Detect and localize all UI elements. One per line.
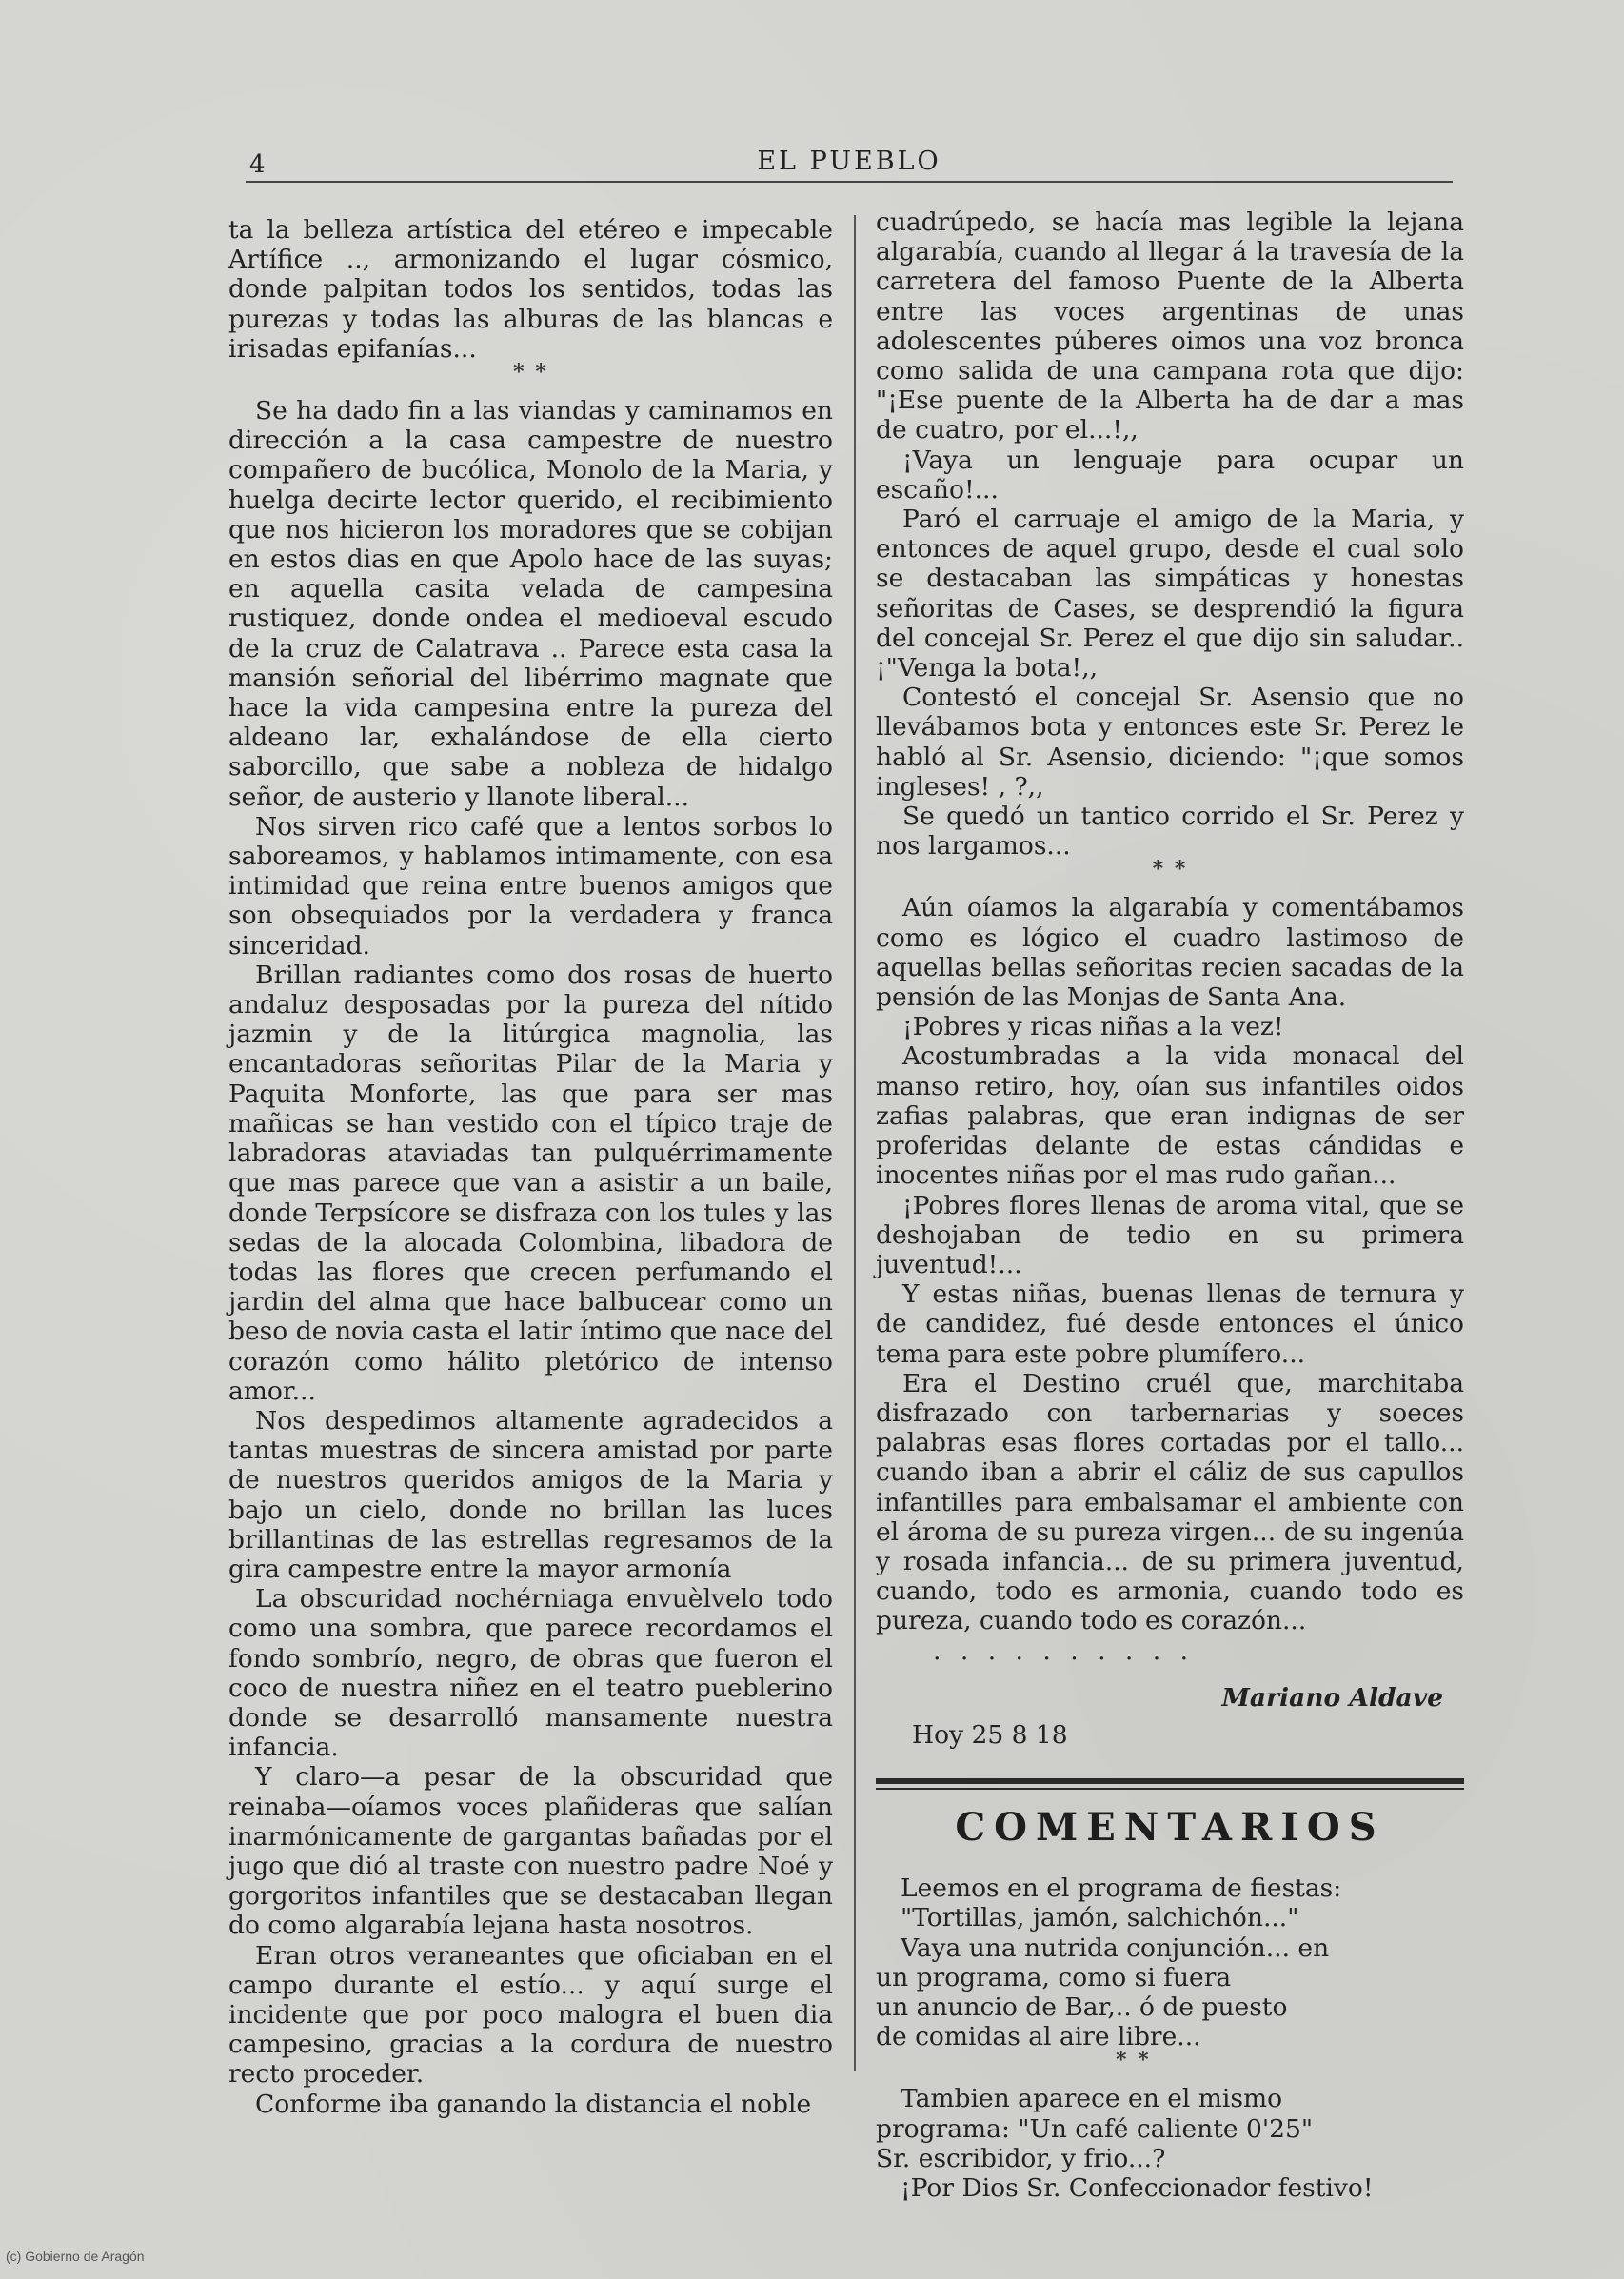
paragraph: ¡Vaya un lenguaje para ocupar un escaño!... [876, 445, 1464, 505]
asterism-divider: * * [513, 360, 548, 386]
paragraph: Conforme iba ganando la distancia el noble [255, 2089, 812, 2119]
dateline: Hoy 25 8 18 [912, 1719, 1068, 1750]
asterism-divider: * * [1152, 857, 1188, 882]
copyright-credit: (c) Gobierno de Aragón [6, 2249, 145, 2264]
comment-line: un anuncio de Bar,.. ó de puesto [876, 1992, 1288, 2022]
column-divider [854, 215, 856, 2071]
asterism-divider: * * [1116, 2048, 1151, 2073]
ellipsis-line: . . . . . . . . . . [933, 1635, 1195, 1666]
comment-line: programa: "Un café caliente 0'25" [876, 2113, 1314, 2144]
paragraph: Nos despedimos altamente agradecidos a tantas muestras de sincera amistad por parte de nuestros queridos amigos de la Maria y bajo un cielo, donde no brillan las luces brillantinas de las estrellas regresamos de la gira campestre entre la mayor armonía [228, 1405, 833, 1584]
paragraph: ¡Pobres flores llenas de aroma vital, que se deshojaban de tedio en su primera juventud!... [876, 1190, 1464, 1279]
section-title: COMENTARIOS [955, 1805, 1385, 1851]
paragraph: Nos sirven rico café que a lentos sorbos lo saboreamos, y hablamos intimamente, con esa intimidad que reina entre buenos amigos que son obsequiados por la verdadera y franca sinceridad. [228, 811, 833, 961]
paragraph: Aún oíamos la algarabía y comentábamos como es lógico el cuadro lastimoso de aquellas bellas señoritas recien sacadas de la pensión de las Monjas de Santa Ana. [876, 893, 1464, 1013]
paragraph: ta la belleza artística del etéreo e impecable Artífice .., armonizando el lugar cósmico, donde palpitan todos los sentidos, todas las purezas y todas las alburas de las blancas e irisadas epifanías... [228, 215, 833, 364]
page-header [246, 143, 1453, 183]
comment-line: de comidas al aire libre... [876, 2022, 1201, 2052]
paragraph: Se quedó un tantico corrido el Sr. Perez y nos largamos... [876, 802, 1464, 862]
paragraph: Y claro—a pesar de la obscuridad que reinaba—oíamos voces plañideras que salían inarmónicamente de gargantas bañadas por el jugo que dió al traste con nuestro padre Noé y gorgoritos infantiles que se destacaban llegan do como algarabía lejana hasta nosotros. [228, 1762, 833, 1941]
comment-line: Vaya una nutrida conjunción... en [901, 1932, 1330, 1963]
paragraph: Acostumbradas a la vida monacal del manso retiro, hoy, oían sus infantiles oidos zafias palabras, que eran indignas de ser proferidas delante de estas cándidas e inocentes niñas por el mas rudo gañan... [876, 1041, 1464, 1191]
page-number: 4 [249, 150, 266, 179]
section-rule [876, 1778, 1464, 1790]
comment-line: Tambien aparece en el mismo [901, 2084, 1283, 2114]
paragraph: Paró el carruaje el amigo de la Maria, y entonces de aquel grupo, desde el cual solo se destacaban las simpáticas y honestas señoritas de Cases, se desprendió la figura del concejal Sr. Perez el que dijo sin saludar.. ¡"Venga la bota!,, [876, 505, 1464, 684]
paragraph: ¡Pobres y ricas niñas a la vez! [902, 1012, 1284, 1042]
paragraph: Se ha dado fin a las viandas y caminamos en dirección a la casa campestre de nuestro compañero de bucólica, Monolo de la Maria, y huelga decirte lector querido, el recibimiento que nos hicieron los moradores que se cobijan en estos dias en que Apolo hace de las suyas; en aquella casita velada de campesina rustiquez, donde ondea el medioeval escudo de la cruz de Calatrava .. Parece esta casa la mansión señorial del libérrimo magnate que hace la vida campesina entre la pureza del aldeano lar, exhalándose de ella cierto saborcillo, que sabe a nobleza de hidalgo señor, de austerio y llanote liberal... [228, 396, 833, 812]
comment-line: Leemos en el programa de fiestas: [901, 1873, 1342, 1904]
paragraph: Brillan radiantes como dos rosas de huerto andaluz desposadas por la pureza del nítido jazmin y de la litúrgica magnolia, las encantadoras señoritas Pilar de la Maria y Paquita Monforte, las que para ser mas mañicas se han vestido con el típico traje de labradoras ataviadas tan pulquérrimamente que mas parece que van a asistir a un baile, donde Terpsícore se disfraza con los tules y las sedas de la alocada Colombina, libadora de todas las flores que crecen perfumando el jardin del alma que hace balbucear como un beso de novia casta el latir íntimo que nace del corazón como hálito pletórico de intenso amor... [228, 960, 833, 1406]
header-rule [246, 181, 1453, 183]
comment-line: ¡Por Dios Sr. Confeccionador festivo! [901, 2172, 1374, 2203]
masthead: EL PUEBLO [757, 147, 941, 176]
comment-line: Sr. escribidor, y frio...? [876, 2143, 1166, 2173]
paragraph: Eran otros veraneantes que oficiaban en el campo durante el estío... y aquí surge el incidente que por poco malogra el buen dia campesino, gracias a la cordura de nuestro recto proceder. [228, 1940, 833, 2090]
paragraph: Y estas niñas, buenas llenas de ternura y de candidez, fué desde entonces el único tema para este pobre plumífero... [876, 1279, 1464, 1369]
paragraph: La obscuridad nochérniaga envuèlvelo todo como una sombra, que parece recordamos el fondo sombrío, negro, de obras que fueron el coco de nuestra niñez en el teatro pueblerino donde se desarrolló mansamente nuestra infancia. [228, 1584, 833, 1763]
paragraph: Era el Destino cruél que, marchitaba disfrazado con tarbernarias y soeces palabras esas flores cortadas por el tallo... cuando iban a abrir el cáliz de sus capullos infantilles para embalsamar el ambiente con el ároma de su pureza virgen... de su ingenúa y rosada infancia... de su primera juventud, cuando, todo es armonia, cuando todo es pureza, cuando todo es corazón... [876, 1368, 1464, 1636]
author-signature: Mariano Aldave [1221, 1682, 1443, 1713]
comment-line: un programa, como si fuera [876, 1962, 1232, 1992]
right-column [876, 208, 1464, 2203]
comment-line: "Tortillas, jamón, salchichón..." [901, 1903, 1299, 1933]
paragraph: Contestó el concejal Sr. Asensio que no llevábamos bota y entonces este Sr. Perez le habló al Sr. Asensio, diciendo: "¡que somos ingleses! , ?,, [876, 683, 1464, 802]
left-column [228, 215, 833, 2119]
paragraph: cuadrúpedo, se hacía mas legible la lejana algarabía, cuando al llegar á la travesía de la carretera del famoso Puente de la Alberta entre las voces argentinas de unas adolescentes púberes oimos una voz bronca como salida de una campana rota que dijo: "¡Ese puente de la Alberta ha de dar a mas de cuatro, por el...!,, [876, 208, 1464, 446]
